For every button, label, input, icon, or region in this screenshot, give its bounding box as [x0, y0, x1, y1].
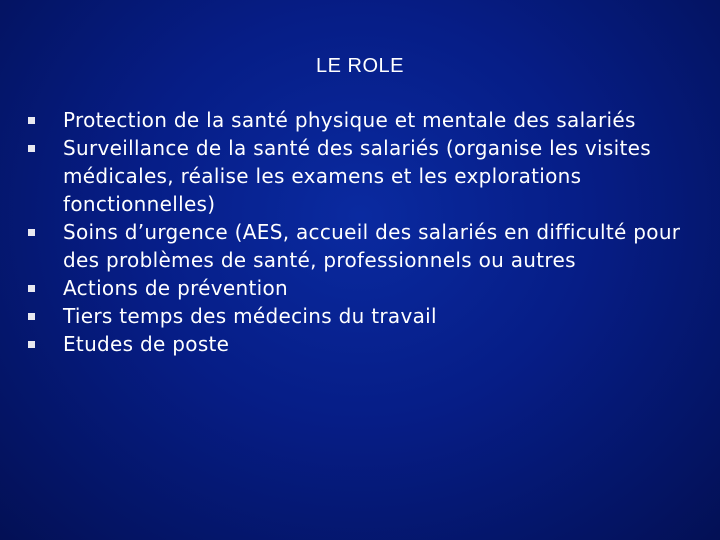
bullet-item-surveillance — [28, 134, 708, 218]
bullet-text: Surveillance de la santé des salariés (organise les visites médicales, réalise les examens et les explorations fonctionnelles) — [63, 136, 651, 216]
bullet-text: Tiers temps des médecins du travail — [63, 304, 437, 328]
square-bullet-icon — [28, 285, 35, 292]
bullet-text: Soins d’urgence (AES, accueil des salariés en difficulté pour des problèmes de santé, professionnels ou autres — [63, 220, 681, 272]
bullet-text: Protection de la santé physique et mentale des salariés — [63, 108, 636, 132]
square-bullet-icon — [28, 145, 35, 152]
bullet-item-actions-prevention — [28, 274, 708, 302]
bullet-text: Actions de prévention — [63, 276, 288, 300]
square-bullet-icon — [28, 341, 35, 348]
bullet-item-etudes-poste — [28, 330, 708, 358]
bullet-item-protection — [28, 106, 708, 134]
bullet-text: Etudes de poste — [63, 332, 230, 356]
square-bullet-icon — [28, 117, 35, 124]
bullet-item-tiers-temps — [28, 302, 708, 330]
square-bullet-icon — [28, 313, 35, 320]
bullet-list — [28, 106, 708, 358]
bullet-item-soins-urgence — [28, 218, 708, 274]
square-bullet-icon — [28, 229, 35, 236]
slide-title: LE ROLE — [316, 55, 404, 77]
